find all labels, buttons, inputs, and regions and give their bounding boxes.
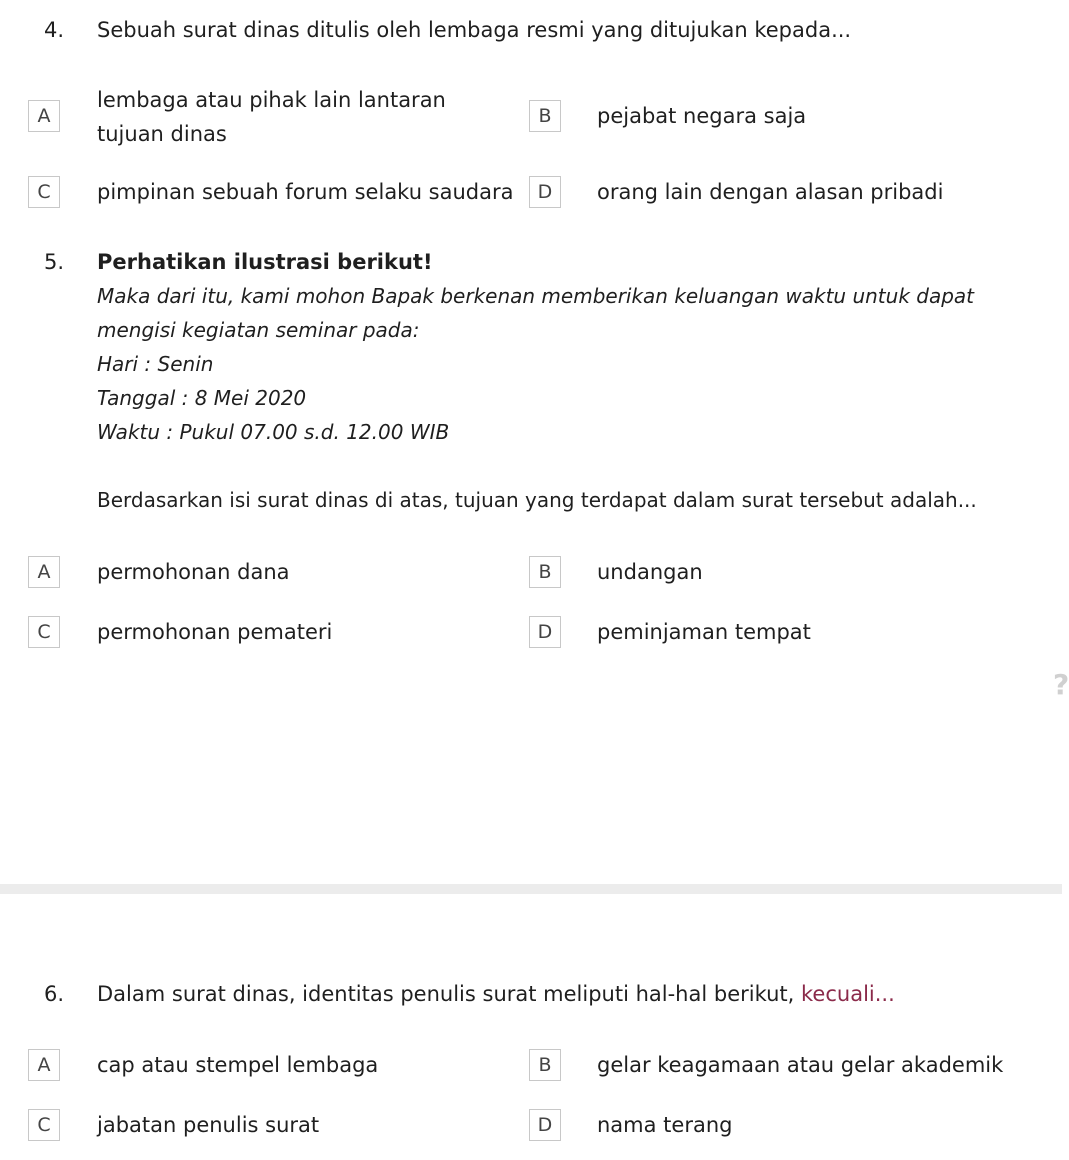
q6-option-c-letter[interactable]: C xyxy=(28,1109,60,1141)
q5-option-b-letter[interactable]: B xyxy=(529,556,561,588)
q5-option-a-letter[interactable]: A xyxy=(28,556,60,588)
q4-number: 4. xyxy=(44,18,65,42)
q5-option-b-text[interactable]: undangan xyxy=(597,560,703,584)
q6-option-b-letter[interactable]: B xyxy=(529,1049,561,1081)
q4-option-a-letter[interactable]: A xyxy=(28,100,60,132)
q5-option-c-text[interactable]: permohonan pemateri xyxy=(97,620,333,644)
q5-excerpt-line1: Maka dari itu, kami mohon Bapak berkenan memberikan keluangan waktu untuk dapat xyxy=(97,284,975,308)
q6-option-d-letter[interactable]: D xyxy=(529,1109,561,1141)
q6-option-d-text[interactable]: nama terang xyxy=(597,1113,733,1137)
q5-number: 5. xyxy=(44,250,65,274)
q4-option-c-letter[interactable]: C xyxy=(28,176,60,208)
q5-excerpt-time: Waktu : Pukul 07.00 s.d. 12.00 WIB xyxy=(97,420,450,444)
q5-option-d-letter[interactable]: D xyxy=(529,616,561,648)
q5-heading: Perhatikan ilustrasi berikut! xyxy=(97,250,433,274)
q4-option-d-letter[interactable]: D xyxy=(529,176,561,208)
q5-question-text: Berdasarkan isi surat dinas di atas, tujuan yang terdapat dalam surat tersebut adalah... xyxy=(97,488,977,512)
q6-question-text: Dalam surat dinas, identitas penulis surat meliputi hal-hal berikut, xyxy=(97,982,795,1006)
q6-number: 6. xyxy=(44,982,65,1006)
q5-excerpt-day: Hari : Senin xyxy=(97,352,214,376)
q4-option-d-text[interactable]: orang lain dengan alasan pribadi xyxy=(597,180,944,204)
q4-option-b-letter[interactable]: B xyxy=(529,100,561,132)
q6-option-a-text[interactable]: cap atau stempel lembaga xyxy=(97,1053,379,1077)
q4-option-b-text[interactable]: pejabat negara saja xyxy=(597,104,807,128)
help-icon[interactable]: ? xyxy=(1053,668,1069,701)
q5-excerpt-line2: mengisi kegiatan seminar pada: xyxy=(97,318,420,342)
q6-option-b-text[interactable]: gelar keagamaan atau gelar akademik xyxy=(597,1053,1004,1077)
q5-excerpt-date: Tanggal : 8 Mei 2020 xyxy=(97,386,307,410)
q6-highlight: kecuali... xyxy=(801,982,895,1006)
q6-question xyxy=(97,982,895,1006)
section-divider xyxy=(0,884,1062,894)
q5-option-c-letter[interactable]: C xyxy=(28,616,60,648)
q4-option-c-text[interactable]: pimpinan sebuah forum selaku saudara xyxy=(97,180,514,204)
q6-option-c-text[interactable]: jabatan penulis surat xyxy=(97,1113,320,1137)
q4-option-a-text[interactable]: lembaga atau pihak lain lantaran tujuan dinas xyxy=(97,88,446,146)
q6-option-a-letter[interactable]: A xyxy=(28,1049,60,1081)
q4-question-text: Sebuah surat dinas ditulis oleh lembaga resmi yang ditujukan kepada... xyxy=(97,18,852,42)
q5-option-a-text[interactable]: permohonan dana xyxy=(97,560,290,584)
q5-option-d-text[interactable]: peminjaman tempat xyxy=(597,620,811,644)
